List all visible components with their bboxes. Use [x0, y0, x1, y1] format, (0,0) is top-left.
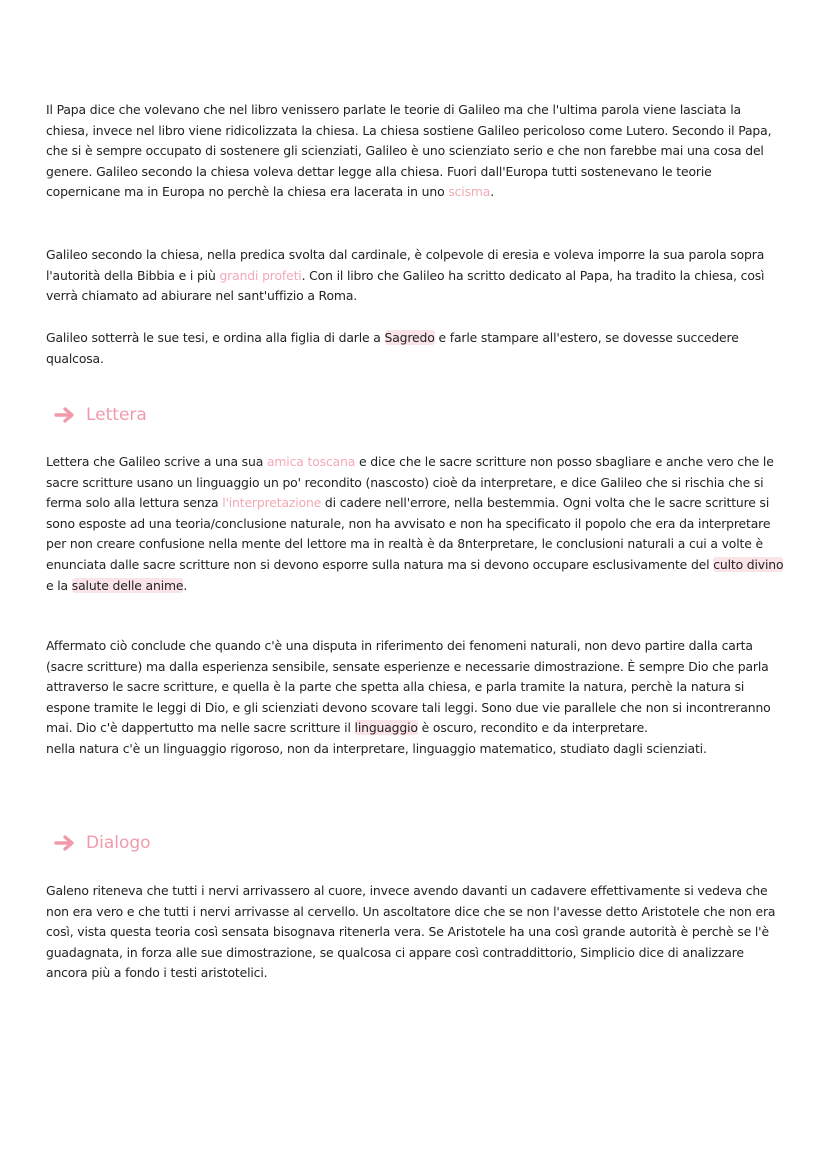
- highlighted-term: Sagredo: [384, 330, 435, 345]
- paragraph-tesi: Galileo sotterrà le sue tesi, e ordina alla figlia di darle a Sagredo e farle stampare all'estero, se dovesse succedere qualcosa.: [46, 330, 739, 366]
- arrow-right-icon: [54, 834, 76, 852]
- section-heading-dialogo: Dialogo: [54, 833, 151, 853]
- pink-term: l'interpretazione: [222, 495, 322, 511]
- pink-term: amica toscana: [266, 454, 356, 469]
- paragraph-dialogo: Galeno riteneva che tutti i nervi arrivassero al cuore, invece avendo davanti un cadavere effettivamente si vedeva che non era vero e che tutti i nervi arrivasse al cervello. Un ascoltatore dice che se non l'avesse detto Aristotele che non era così, vista questa teoria così sensata bisognava ritenerla vera. Se Aristotele ha una così grande autorità è perchè se l'è guadagnata, in forza alle sue dimostrazione, se qualcosa ci appare così contraddittorio, Simplicio dice di analizzare ancora più a fondo i testi aristotelici.: [46, 883, 776, 981]
- arrow-right-icon: [54, 406, 76, 424]
- highlighted-term: culto divino: [713, 556, 784, 572]
- paragraph-eresia: Galileo secondo la chiesa, nella predica svolta dal cardinale, è colpevole di eresia e voleva imporre la sua parola sopra l'autorità della Bibbia e i più grandi profeti. Con il libro che Galileo ha scritto dedicato al Papa, ha tradito la chiesa, così verrà chiamato ad abiurare nel sant'uffizio a Roma.: [46, 247, 765, 304]
- pink-term: grandi profeti: [219, 267, 302, 283]
- pink-term: scisma: [448, 184, 491, 200]
- paragraph-papa: Il Papa dice che volevano che nel libro venissero parlate le teorie di Galileo ma che l'ultima parola viene lasciata la chiesa, invece nel libro viene ridicolizzata la chiesa. La chiesa sostiene Galileo pericoloso come Lutero. Secondo il Papa, che si è sempre occupato di sostenere gli scienziati, Galileo è uno scienziato serio e che non farebbe mai una cosa del genere. Galileo secondo la chiesa voleva dettar legge alla chiesa. Fuori dall'Europa tutti sostenevano le teorie copernicane ma in Europa no perchè la chiesa era lacerata in uno scisma.: [46, 102, 772, 200]
- paragraph-conclusione: Affermato ciò conclude che quando c'è una disputa in riferimento dei fenomeni naturali, non devo partire dalla carta (sacre scritture) ma dalla esperienza sensibile, sensate esperienze e necessarie dimostrazione. È sempre Dio che parla attraverso le sacre scritture, e quella è la parte che spetta alla chiesa, e parla tramite la natura, perchè la natura si espone tramite le leggi di Dio, e gli scienziati devono scovare tali leggi. Sono due vie parallele che non si incontreranno mai. Dio c'è dappertutto ma nelle sacre scritture il linguaggio è oscuro, recondito e da interpretare. nella natura c'è un linguaggio rigoroso, non da interpretare, linguaggio matematico, studiato dagli scienziati.: [46, 638, 771, 756]
- highlighted-term: salute delle anime: [71, 577, 184, 593]
- highlighted-term: linguaggio: [354, 720, 418, 736]
- section-heading-lettera: Lettera: [54, 405, 147, 425]
- paragraph-lettera: Lettera che Galileo scrive a una sua amica toscana e dice che le sacre scritture non posso sbagliare e anche vero che le sacre scritture usano un linguaggio un po' recondito (nascosto) cioè da interpretare, e dice Galileo che si rischia che si ferma solo alla lettura senza l'interpretazione di cadere nell'errore, nella bestemmia. Ogni volta che le sacre scritture si sono esposte ad una teoria/conclusione naturale, non ha avvisato e non ha specificato il popolo che era da interpretare per non creare confusione nella mente del lettore ma in realtà è da 8nterpretare, le conclusioni naturali a cui a volte è enunciata dalle sacre scritture non si devono esporre sulla natura ma si devono occupare esclusivamente del culto divino e la salute delle anime.: [46, 454, 784, 593]
